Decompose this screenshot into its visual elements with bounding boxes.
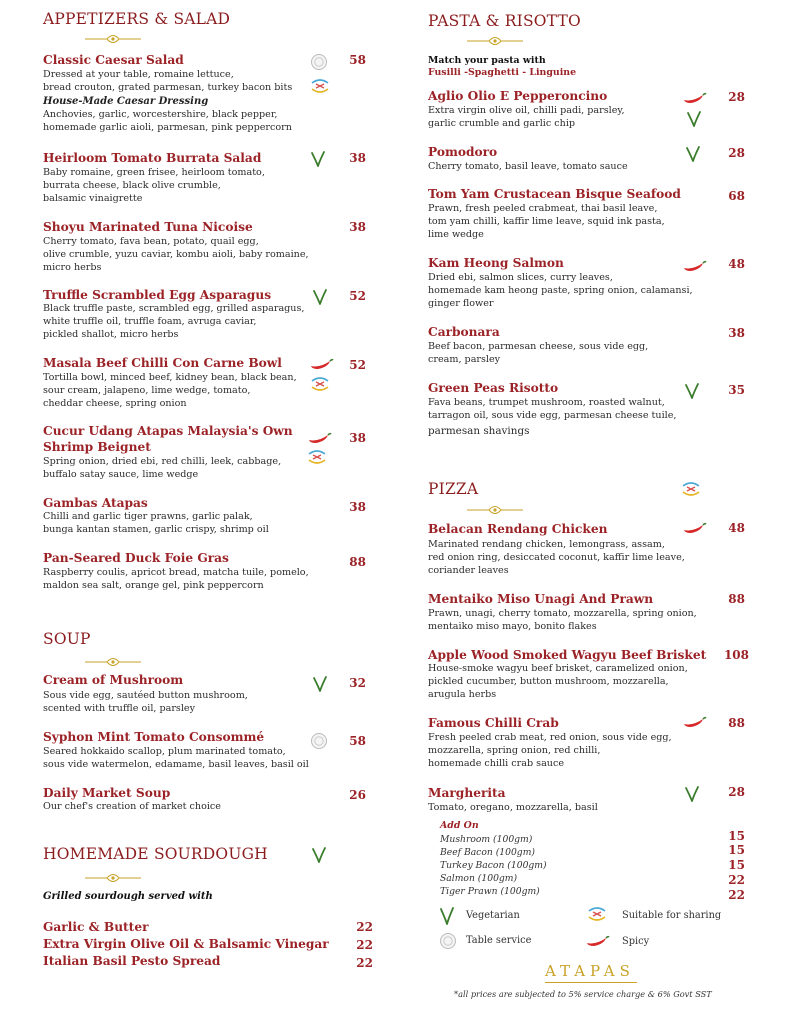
vegetarian-icon [440,907,454,925]
item-description-line: Baby romaine, green frisee, heirloom tomato, [43,167,265,178]
vegetarian-icon [312,847,326,863]
item-description-line: Tortilla bowl, minced beef, kidney bean, black bean, [43,372,297,383]
menu-item-name: Kam Heong Salmon [428,256,564,270]
addon-price: 15 [728,829,745,843]
item-description-line: parmesan shavings [428,425,530,437]
addon-name: Tiger Prawn (100gm) [440,886,540,897]
item-description-line: pickled cucumber, button mushroom, mozzarella, [428,676,669,687]
price: 28 [728,785,745,799]
addon-name: Mushroom (100gm) [440,834,533,845]
pasta-match-options: Fusilli -Spaghetti - Linguine [428,67,577,78]
ornament-divider [83,33,143,45]
price: 22 [356,938,373,952]
addon-price: 22 [728,888,745,902]
legend-vegetarian: Vegetarian [466,910,520,921]
menu-item-name: Truffle Scrambled Egg Asparagus [43,288,272,302]
item-description-line: cheddar cheese, spring onion [43,398,187,409]
menu-item-name: Masala Beef Chilli Con Carne Bowl [43,356,282,370]
sharing-icon [587,907,607,921]
item-description-line: arugula herbs [428,689,497,700]
menu-item-name: Pan-Seared Duck Foie Gras [43,551,229,565]
item-description-line: Prawn, fresh peeled crabmeat, thai basil leave, [428,203,658,214]
price: 48 [728,257,745,271]
vegetarian-icon [687,111,701,127]
addon-name: Salmon (100gm) [440,873,518,884]
vegetarian-icon [313,676,327,692]
item-description-line: tom yam chilli, kaffir lime leave, squid ink pasta, [428,216,665,227]
item-description-line: Chilli and garlic tiger prawns, garlic palak, [43,511,253,522]
price: 26 [349,788,366,802]
item-description-line: red onion ring, desiccated coconut, kaffir lime leave, [428,552,685,563]
item-description-line: Cherry tomato, basil leave, tomato sauce [428,161,628,172]
menu-item-name: Extra Virgin Olive Oil & Balsamic Vinegar [43,937,329,951]
menu-item-name: Italian Basil Pesto Spread [43,954,221,968]
menu-item-name: Classic Caesar Salad [43,53,184,67]
price: 58 [349,734,366,748]
sharing-icon [681,482,701,496]
item-description-line: Beef bacon, parmesan cheese, sous vide egg, [428,341,649,352]
item-description-line: bunga kantan stamen, garlic crispy, shrimp oil [43,524,269,535]
menu-item-name: Carbonara [428,325,500,339]
legend-table-service: Table service [466,935,532,946]
table-service-icon [439,932,457,950]
item-description-line: white truffle oil, truffle foam, avruga caviar, [43,316,257,327]
ornament-divider [465,35,525,47]
menu-item-name: Heirloom Tomato Burrata Salad [43,151,262,165]
addon-name: Beef Bacon (100gm) [440,847,535,858]
price: 58 [349,53,366,67]
item-description-line: cream, parsley [428,354,501,365]
item-description-line: tarragon oil, sous vide egg, parmesan cheese tuile, [428,410,677,421]
price: 52 [349,289,366,303]
vegetarian-icon [313,289,327,305]
item-description-line: Anchovies, garlic, worcestershire, black pepper, [43,109,278,120]
price: 88 [349,555,366,569]
menu-item-name: Shrimp Beignet [43,440,151,454]
appetizers-title: APPETIZERS & SALAD [43,10,231,28]
menu-item-name: Shoyu Marinated Tuna Nicoise [43,220,253,234]
item-description-line: Sous vide egg, sautéed button mushroom, [43,690,248,701]
item-description-line: Tomato, oregano, mozzarella, basil [428,802,598,813]
soup-title: SOUP [43,630,91,648]
item-description-line: pickled shallot, micro herbs [43,329,179,340]
item-description-line: mozzarella, spring onion, red chilli, [428,745,601,756]
ornament-divider [465,504,525,516]
menu-item-name: Margherita [428,786,506,800]
item-description-line: homemade kam heong paste, spring onion, calamansi, [428,285,693,296]
item-description-line: Marinated rendang chicken, lemongrass, assam, [428,539,665,550]
menu-item-name: Belacan Rendang Chicken [428,522,608,536]
legend-sharing: Suitable for sharing [622,910,722,921]
menu-item-name: Garlic & Butter [43,920,149,934]
menu-item-name: Green Peas Risotto [428,381,559,395]
footnote: *all prices are subjected to 5% service charge & 6% Govt SST [454,989,712,999]
sourdough-subtitle: Grilled sourdough served with [43,891,213,902]
addon-title: Add On [440,820,479,831]
price: 38 [349,431,366,445]
item-description-line: sous vide watermelon, edamame, basil leaves, basil oil [43,759,309,770]
item-description-line: Dried ebi, salmon slices, curry leaves, [428,272,613,283]
item-description-line: Black truffle paste, scrambled egg, grilled asparagus, [43,303,305,314]
addon-price: 22 [728,873,745,887]
price: 38 [349,220,366,234]
item-description-line: balsamic vinaigrette [43,193,143,204]
price: 22 [356,920,373,934]
menu-item-name: Pomodoro [428,145,498,159]
item-description-line: scented with truffle oil, parsley [43,703,196,714]
vegetarian-icon [685,786,699,802]
item-description-line: Extra virgin olive oil, chilli padi, parsley, [428,105,625,116]
item-description-line: sour cream, jalapeno, lime wedge, tomato, [43,385,251,396]
vegetarian-icon [685,383,699,399]
addon-price: 15 [728,843,745,857]
item-description-line: House-smoke wagyu beef brisket, caramelized onion, [428,663,688,674]
price: 32 [349,676,366,690]
addon-name: Turkey Bacon (100gm) [440,860,547,871]
ornament-divider [83,656,143,668]
menu-item-name: Aglio Olio E Pepperoncino [428,89,608,103]
item-description-line: mentaiko miso mayo, bonito flakes [428,621,597,632]
price: 22 [356,956,373,970]
menu-item-name: Daily Market Soup [43,786,171,800]
item-description-line: maldon sea salt, orange gel, pink peppercorn [43,580,264,591]
ornament-divider [83,872,143,884]
sharing-icon [307,450,327,464]
item-description-line: garlic crumble and garlic chip [428,118,576,129]
vegetarian-icon [311,151,325,167]
chilli-icon [681,522,707,534]
price: 52 [349,358,366,372]
item-description-line: micro herbs [43,262,102,273]
item-description-line: bread crouton, grated parmesan, turkey bacon bits [43,82,293,93]
menu-item-name: Cream of Mushroom [43,673,184,687]
item-description-line: burrata cheese, black olive crumble, [43,180,221,191]
chilli-icon [681,716,707,728]
pizza-title: PIZZA [428,480,479,498]
item-description-line: Prawn, unagi, cherry tomato, mozzarella, spring onion, [428,608,697,619]
price: 38 [728,326,745,340]
item-description-line: homemade chilli crab sauce [428,758,565,769]
price: 108 [723,648,749,662]
addon-price: 15 [728,858,745,872]
item-description-line: lime wedge [428,229,484,240]
price: 28 [728,90,745,104]
sourdough-title: HOMEMADE SOURDOUGH [43,845,268,863]
item-description-line: Fava beans, trumpet mushroom, roasted walnut, [428,397,665,408]
item-description-line: coriander leaves [428,565,509,576]
chilli-icon [681,260,707,272]
item-description-line: Spring onion, dried ebi, red chilli, leek, cabbage, [43,456,282,467]
menu-item-name: Mentaiko Miso Unagi And Prawn [428,592,654,606]
sharing-icon [310,79,330,93]
item-description-line: Seared hokkaido scallop, plum marinated tomato, [43,746,286,757]
legend-spicy: Spicy [622,936,650,947]
chilli-icon [681,92,707,104]
item-description-line: Cherry tomato, fava bean, potato, quail egg, [43,236,259,247]
item-description-line: Dressed at your table, romaine lettuce, [43,69,234,80]
item-description-line: homemade garlic aioli, parmesan, pink peppercorn [43,122,292,133]
pasta-title: PASTA & RISOTTO [428,12,581,30]
price: 38 [349,500,366,514]
menu-item-name: Cucur Udang Atapas Malaysia's Own [43,424,293,438]
item-description-line: buffalo satay sauce, lime wedge [43,469,199,480]
sharing-icon [310,377,330,391]
price: 35 [728,383,745,397]
item-description-line: Raspberry coulis, apricot bread, matcha tuile, pomelo, [43,567,309,578]
price: 48 [728,521,745,535]
item-sub-heading: House-Made Caesar Dressing [43,96,209,107]
price: 28 [728,146,745,160]
price: 88 [728,592,745,606]
item-description-line: ginger flower [428,298,494,309]
price: 38 [349,151,366,165]
menu-item-name: Syphon Mint Tomato Consommé [43,730,265,744]
menu-item-name: Tom Yam Crustacean Bisque Seafood [428,187,681,201]
vegetarian-icon [686,146,700,162]
menu-item-name: Famous Chilli Crab [428,716,559,730]
pasta-match-label: Match your pasta with [428,55,546,66]
item-description-line: Our chef's creation of market choice [43,801,221,812]
chilli-icon [584,935,610,947]
item-description-line: Fresh peeled crab meat, red onion, sous vide egg, [428,732,672,743]
logo-underline [545,982,637,983]
price: 88 [728,716,745,730]
menu-item-name: Apple Wood Smoked Wagyu Beef Brisket [428,648,707,662]
price: 68 [728,189,745,203]
menu-item-name: Gambas Atapas [43,496,148,510]
brand-logo: ATAPAS [545,962,635,980]
item-description-line: olive crumble, yuzu caviar, kombu aioli, baby romaine, [43,249,309,260]
